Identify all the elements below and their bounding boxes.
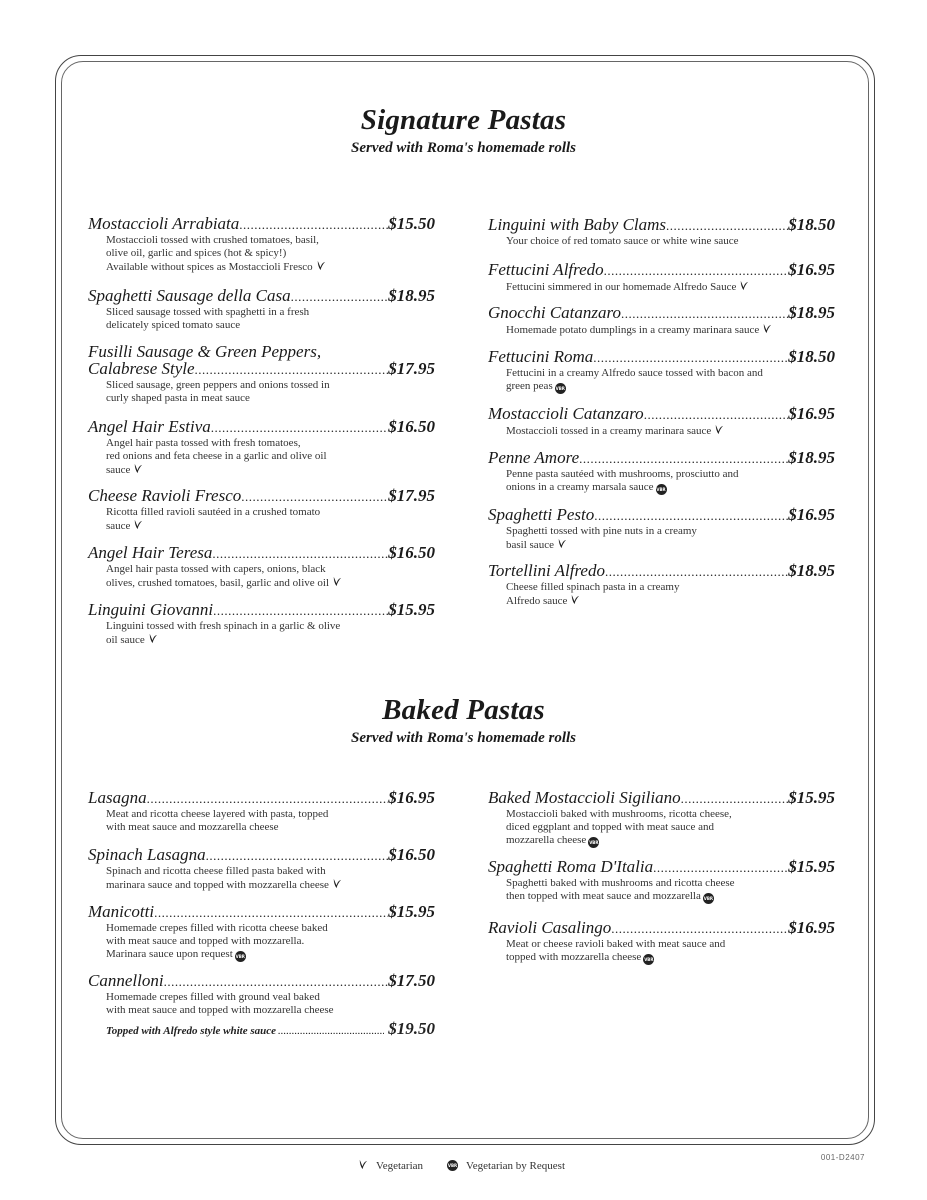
description-line: topped with mozzarella cheese (506, 951, 642, 963)
description-line: Angel hair pasta tossed with capers, onions, black (106, 563, 326, 575)
dot-leader (605, 563, 788, 580)
legend-vbr-label: Vegetarian by Request (466, 1159, 565, 1172)
description-line: oil sauce (106, 634, 145, 646)
menu-item-price: $18.95 (788, 561, 835, 580)
description-line: curly shaped pasta in meat sauce (106, 392, 250, 404)
menu-item-price: $18.50 (788, 347, 835, 366)
icon-legend (355, 1159, 565, 1172)
menu-item-name: Linguini Giovanni (88, 600, 214, 619)
description-line: Alfredo sauce (506, 595, 568, 607)
menu-item-description (488, 323, 835, 337)
menu-item-name: Manicotti (88, 902, 155, 921)
menu-item-price: $16.95 (788, 918, 835, 937)
description-line: basil sauce (506, 539, 554, 551)
description-line: Homemade potato dumplings in a creamy marinara sauce (506, 324, 760, 336)
menu-item-description (88, 506, 435, 533)
signature-pastas-title: Signature Pastas (360, 104, 567, 136)
option-label: Topped with Alfredo style white sauce (106, 1025, 276, 1037)
menu-item-description (488, 938, 835, 965)
description-line: marinara sauce and topped with mozzarella cheese (106, 879, 329, 891)
menu-item-price: $16.50 (388, 543, 435, 562)
menu-item (88, 789, 435, 834)
menu-item (488, 216, 835, 248)
menu-item (488, 789, 835, 848)
vbr-badge-icon: VBR (447, 1160, 458, 1171)
menu-item (88, 846, 435, 892)
menu-item (88, 343, 435, 405)
menu-item-price: $17.95 (388, 486, 435, 505)
vegetarian-leaf-icon (329, 577, 342, 589)
menu-item-name: Gnocchi Catanzaro (488, 303, 622, 322)
menu-item-name: Cheese Ravioli Fresco (88, 486, 242, 505)
menu-item-price: $18.95 (788, 448, 835, 467)
description-line: Angel hair pasta tossed with fresh tomatoes, (106, 437, 301, 449)
menu-item-price: $16.95 (788, 404, 835, 423)
menu-item (88, 287, 435, 332)
menu-item-name: Spaghetti Pesto (488, 505, 595, 524)
menu-item (88, 601, 435, 647)
dot-leader (681, 790, 789, 807)
description-line: with meat sauce and topped with mozzarella. (106, 935, 305, 947)
menu-item-description (88, 437, 435, 477)
vegetarian-leaf-icon (711, 425, 724, 437)
dot-leader (211, 419, 388, 436)
menu-item-name: Lasagna (88, 788, 147, 807)
menu-item-price: $18.95 (788, 303, 835, 322)
menu-item-price: $15.95 (788, 857, 835, 876)
menu-item-price: $15.50 (388, 214, 435, 233)
menu-item (488, 405, 835, 438)
menu-item-name: Ravioli Casalingo (488, 918, 612, 937)
menu-item-description (488, 280, 835, 294)
description-line: Penne pasta sautéed with mushrooms, prosciutto and (506, 468, 739, 480)
menu-item-name: Fettucini Roma (488, 347, 594, 366)
description-line: olives, crushed tomatoes, basil, garlic and olive oil (106, 577, 330, 589)
vegetarian-leaf-icon (554, 539, 567, 551)
menu-item (488, 858, 835, 904)
signature-pastas-subtitle: Served with Roma's homemade rolls (350, 140, 576, 156)
menu-item-description (88, 306, 435, 332)
legend-vegetarian-label: Vegetarian (376, 1159, 424, 1172)
description-line: Homemade crepes filled with ground veal baked (106, 991, 320, 1003)
dot-leader (594, 507, 788, 524)
menu-item-description (488, 877, 835, 904)
description-line: sauce (106, 520, 131, 532)
menu-item-description (88, 865, 435, 892)
menu-item-price: $18.50 (788, 215, 835, 234)
menu-item (488, 449, 835, 495)
menu-item (488, 304, 835, 337)
description-line: Your choice of red tomato sauce or white wine sauce (506, 235, 739, 247)
vbr-badge-icon: VBR (656, 484, 667, 495)
description-line: Linguini tossed with fresh spinach in a garlic & olive (106, 620, 341, 632)
menu-item-name: Spinach Lasagna (88, 845, 206, 864)
description-line: Sliced sausage, green peppers and onions tossed in (106, 379, 330, 391)
description-line: with meat sauce and topped with mozzarella cheese (106, 1004, 334, 1016)
menu-item-price: $17.95 (388, 359, 435, 378)
vegetarian-leaf-icon (736, 281, 749, 293)
description-line: Mostaccioli tossed in a creamy marinara sauce (506, 425, 712, 437)
menu-item-name: Spaghetti Sausage della Casa (88, 286, 291, 305)
menu-item (488, 261, 835, 294)
menu-item-name: Spaghetti Roma D'Italia (488, 857, 654, 876)
description-line: Fettucini simmered in our homemade Alfredo Sauce (506, 281, 737, 293)
menu-item-name: Angel Hair Teresa (88, 543, 213, 562)
vbr-badge-icon: VBR (235, 951, 246, 962)
menu-item-description (488, 468, 835, 495)
description-line: delicately spiced tomato sauce (106, 319, 241, 331)
vbr-badge-icon: VBR (588, 837, 599, 848)
menu-item-name: Fettucini Alfredo (488, 260, 604, 279)
menu-item (488, 919, 835, 965)
menu-item (88, 487, 435, 533)
vbr-badge-icon: VBR (703, 893, 714, 904)
vegetarian-leaf-icon (130, 520, 143, 532)
dot-leader (147, 790, 389, 807)
dot-leader (239, 216, 388, 233)
menu-item-description (88, 234, 435, 274)
menu-item-price: $17.50 (388, 971, 435, 990)
description-line: Available without spices as Mostaccioli Fresco (106, 261, 313, 273)
dot-leader (291, 288, 389, 305)
menu-item (488, 506, 835, 552)
dot-leader (154, 904, 388, 921)
description-line: Mostaccioli baked with mushrooms, ricotta cheese, (506, 808, 732, 820)
dot-leader (666, 217, 788, 234)
menu-item-price: $16.50 (388, 417, 435, 436)
dot-leader (164, 973, 389, 990)
dot-leader (213, 602, 388, 619)
menu-item (88, 903, 435, 962)
description-line: green peas (506, 380, 553, 392)
menu-code: 001-D2407 (820, 1153, 865, 1162)
vegetarian-leaf-icon (567, 595, 580, 607)
menu-item-price: $15.95 (788, 788, 835, 807)
dot-leader (241, 488, 388, 505)
description-line: Spinach and ricotta cheese filled pasta baked with (106, 865, 326, 877)
menu-item-price: $15.95 (388, 902, 435, 921)
menu-item-description (488, 367, 835, 394)
menu-item (88, 215, 435, 274)
menu-item-description (488, 525, 835, 552)
dot-leader (593, 349, 788, 366)
dot-leader (621, 305, 788, 322)
description-line: Spaghetti tossed with pine nuts in a creamy (506, 525, 697, 537)
dot-leader (644, 406, 789, 423)
dot-leader (579, 450, 788, 467)
description-line: red onions and feta cheese in a garlic and olive oil (106, 450, 327, 462)
dot-leader (653, 859, 788, 876)
description-line: Meat or cheese ravioli baked with meat sauce and (506, 938, 726, 950)
dot-leader (611, 920, 788, 937)
description-line: Spaghetti baked with mushrooms and ricotta cheese (506, 877, 735, 889)
menu-item-description (488, 424, 835, 438)
description-line: Mostaccioli tossed with crushed tomatoes, basil, (106, 234, 319, 246)
dot-leader (206, 847, 389, 864)
description-line: Cheese filled spinach pasta in a creamy (506, 581, 680, 593)
vegetarian-leaf-icon (145, 634, 158, 646)
description-line: then topped with meat sauce and mozzarella (506, 890, 701, 902)
menu-item-description (88, 620, 435, 647)
menu-item (488, 562, 835, 608)
description-line: olive oil, garlic and spices (hot & spicy!) (106, 247, 287, 259)
description-line: sauce (106, 464, 131, 476)
description-line: Sliced sausage tossed with spaghetti in a fresh (106, 306, 310, 318)
dot-leader (195, 361, 389, 378)
menu-item-description (88, 563, 435, 590)
description-line: onions in a creamy marsala sauce (506, 481, 654, 493)
menu-item-description (88, 808, 435, 834)
menu-item (88, 972, 435, 1039)
vegetarian-leaf-icon (355, 1159, 368, 1172)
menu-item-description (488, 581, 835, 608)
description-line: Homemade crepes filled with ricotta cheese baked (106, 922, 328, 934)
description-line: Fettucini in a creamy Alfredo sauce tossed with bacon and (506, 367, 763, 379)
baked-pastas-subtitle: Served with Roma's homemade rolls (350, 730, 576, 746)
menu-item-price: $16.50 (388, 845, 435, 864)
menu-item-description (88, 991, 435, 1017)
menu-item-option (88, 1019, 435, 1039)
menu-item-description (88, 922, 435, 962)
menu-item-name: Angel Hair Estiva (88, 417, 211, 436)
vegetarian-leaf-icon (329, 879, 342, 891)
description-line: with meat sauce and mozzarella cheese (106, 821, 279, 833)
description-line: Meat and ricotta cheese layered with pasta, topped (106, 808, 329, 820)
menu-item-price: $16.95 (788, 260, 835, 279)
menu-item-price: $18.95 (388, 286, 435, 305)
description-line: mozzarella cheese (506, 834, 587, 846)
menu-item (488, 348, 835, 394)
vbr-badge-icon: VBR (643, 954, 654, 965)
menu-item-name: Mostaccioli Arrabiata (88, 214, 240, 233)
option-price: $19.50 (388, 1019, 435, 1038)
menu-item (88, 544, 435, 590)
vegetarian-leaf-icon (313, 261, 326, 273)
menu-item-description (88, 379, 435, 405)
menu-item (88, 418, 435, 477)
description-line: diced eggplant and topped with meat sauce and (506, 821, 715, 833)
vbr-badge-icon: VBR (555, 383, 566, 394)
menu-item-name-line1: Fusilli Sausage & Green Peppers, (88, 342, 322, 361)
description-line: Marinara sauce upon request (106, 948, 233, 960)
menu-item-name: Tortellini Alfredo (488, 561, 605, 580)
menu-item-price: $15.95 (388, 600, 435, 619)
menu-item-description (488, 235, 835, 248)
menu-item-name: Linguini with Baby Clams (488, 215, 667, 234)
dot-leader (604, 262, 789, 279)
menu-item-name: Baked Mostaccioli Sigiliano (488, 788, 681, 807)
menu-item-name: Cannelloni (88, 971, 164, 990)
menu-item-name: Mostaccioli Catanzaro (488, 404, 644, 423)
dot-leader (276, 1025, 384, 1037)
description-line: Ricotta filled ravioli sautéed in a crushed tomato (106, 506, 321, 518)
menu-item-price: $16.95 (788, 505, 835, 524)
vegetarian-leaf-icon (759, 324, 772, 336)
menu-item-name: Penne Amore (488, 448, 580, 467)
dot-leader (212, 545, 388, 562)
menu-item-description (488, 808, 835, 848)
menu-item-name: Calabrese Style (88, 359, 195, 378)
menu-item-price: $16.95 (388, 788, 435, 807)
vegetarian-leaf-icon (130, 464, 143, 476)
baked-pastas-title: Baked Pastas (382, 694, 545, 726)
